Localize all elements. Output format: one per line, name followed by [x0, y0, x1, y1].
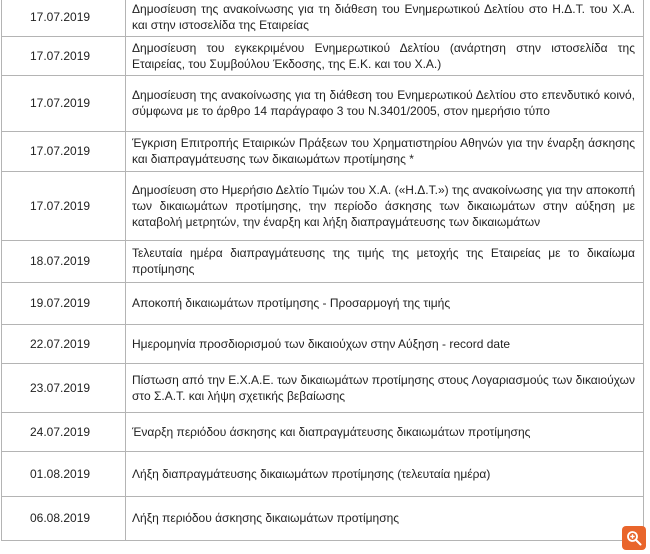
- row-date: 19.07.2019: [2, 282, 126, 324]
- table-row: [2, 496, 644, 540]
- row-description: Δημοσίευση της ανακοίνωσης για τη διάθεση του Ενημερωτικού Δελτίου στο επενδυτικό κοινό, σύμφωνα με το άρθρο 14 παράγραφο 3 του Ν.3401/2005, στον ημερήσιο τύπο: [126, 75, 644, 131]
- table-row: [2, 412, 644, 451]
- table-row: [2, 282, 644, 324]
- row-date: 17.07.2019: [2, 36, 126, 75]
- row-description: Ημερομηνία προσδιορισμού των δικαιούχων στην Αύξηση - record date: [126, 324, 644, 363]
- row-date: 18.07.2019: [2, 240, 126, 282]
- row-date: 24.07.2019: [2, 412, 126, 451]
- table-row: [2, 240, 644, 282]
- row-description: Δημοσίευση του εγκεκριμένου Ενημερωτικού Δελτίου (ανάρτηση στην ιστοσελίδα της Εταιρείας, του Συμβούλου Έκδοσης, της Ε.Κ. και του Χ.Α.): [126, 36, 644, 75]
- timetable: [1, 0, 644, 541]
- row-description: Λήξη περιόδου άσκησης δικαιωμάτων προτίμησης: [126, 496, 644, 540]
- zoom-in-icon: [626, 530, 642, 546]
- row-description: Λήξη διαπραγμάτευσης δικαιωμάτων προτίμησης (τελευταία ημέρα): [126, 451, 644, 496]
- row-date: 17.07.2019: [2, 171, 126, 240]
- row-date: 23.07.2019: [2, 363, 126, 412]
- table-row: [2, 451, 644, 496]
- row-description: Δημοσίευση στο Ημερήσιο Δελτίο Τιμών του Χ.Α. («Η.Δ.Τ.») της ανακοίνωσης για την αποκοπή των δικαιωμάτων προτίμησης, την περίοδο άσκησης των δικαιωμάτων στην αύξηση με καταβολή μετρητών, την έναρξη και λήξη διαπραγμάτευσης των δικαιωμάτων: [126, 171, 644, 240]
- table-row: [2, 131, 644, 171]
- row-date: 22.07.2019: [2, 324, 126, 363]
- table-row: [2, 75, 644, 131]
- row-date: 01.08.2019: [2, 451, 126, 496]
- row-description: Έγκριση Επιτροπής Εταιρικών Πράξεων του Χρηματιστηρίου Αθηνών για την έναρξη άσκησης και διαπραγμάτευσης των δικαιωμάτων προτίμησης *: [126, 131, 644, 171]
- table-row: [2, 171, 644, 240]
- row-description: Έναρξη περιόδου άσκησης και διαπραγμάτευσης δικαιωμάτων προτίμησης: [126, 412, 644, 451]
- row-date: 06.08.2019: [2, 496, 126, 540]
- table-row: [2, 36, 644, 75]
- row-description: Τελευταία ημέρα διαπραγμάτευσης της τιμής της μετοχής της Εταιρείας με το δικαίωμα προτίμησης: [126, 240, 644, 282]
- row-description: Δημοσίευση της ανακοίνωσης για τη διάθεση του Ενημερωτικού Δελτίου στο Η.Δ.Τ. του Χ.Α. και στην ιστοσελίδα της Εταιρείας: [126, 0, 644, 36]
- row-description: Πίστωση από την Ε.Χ.Α.Ε. των δικαιωμάτων προτίμησης στους Λογαριασμούς των δικαιούχων στο Σ.Α.Τ. και λήψη σχετικής βεβαίωσης: [126, 363, 644, 412]
- row-date: 17.07.2019: [2, 75, 126, 131]
- table-row: [2, 363, 644, 412]
- table-row: [2, 0, 644, 36]
- row-date: 17.07.2019: [2, 0, 126, 36]
- table-row: [2, 324, 644, 363]
- zoom-badge[interactable]: [622, 526, 646, 550]
- row-date: 17.07.2019: [2, 131, 126, 171]
- row-description: Αποκοπή δικαιωμάτων προτίμησης - Προσαρμογή της τιμής: [126, 282, 644, 324]
